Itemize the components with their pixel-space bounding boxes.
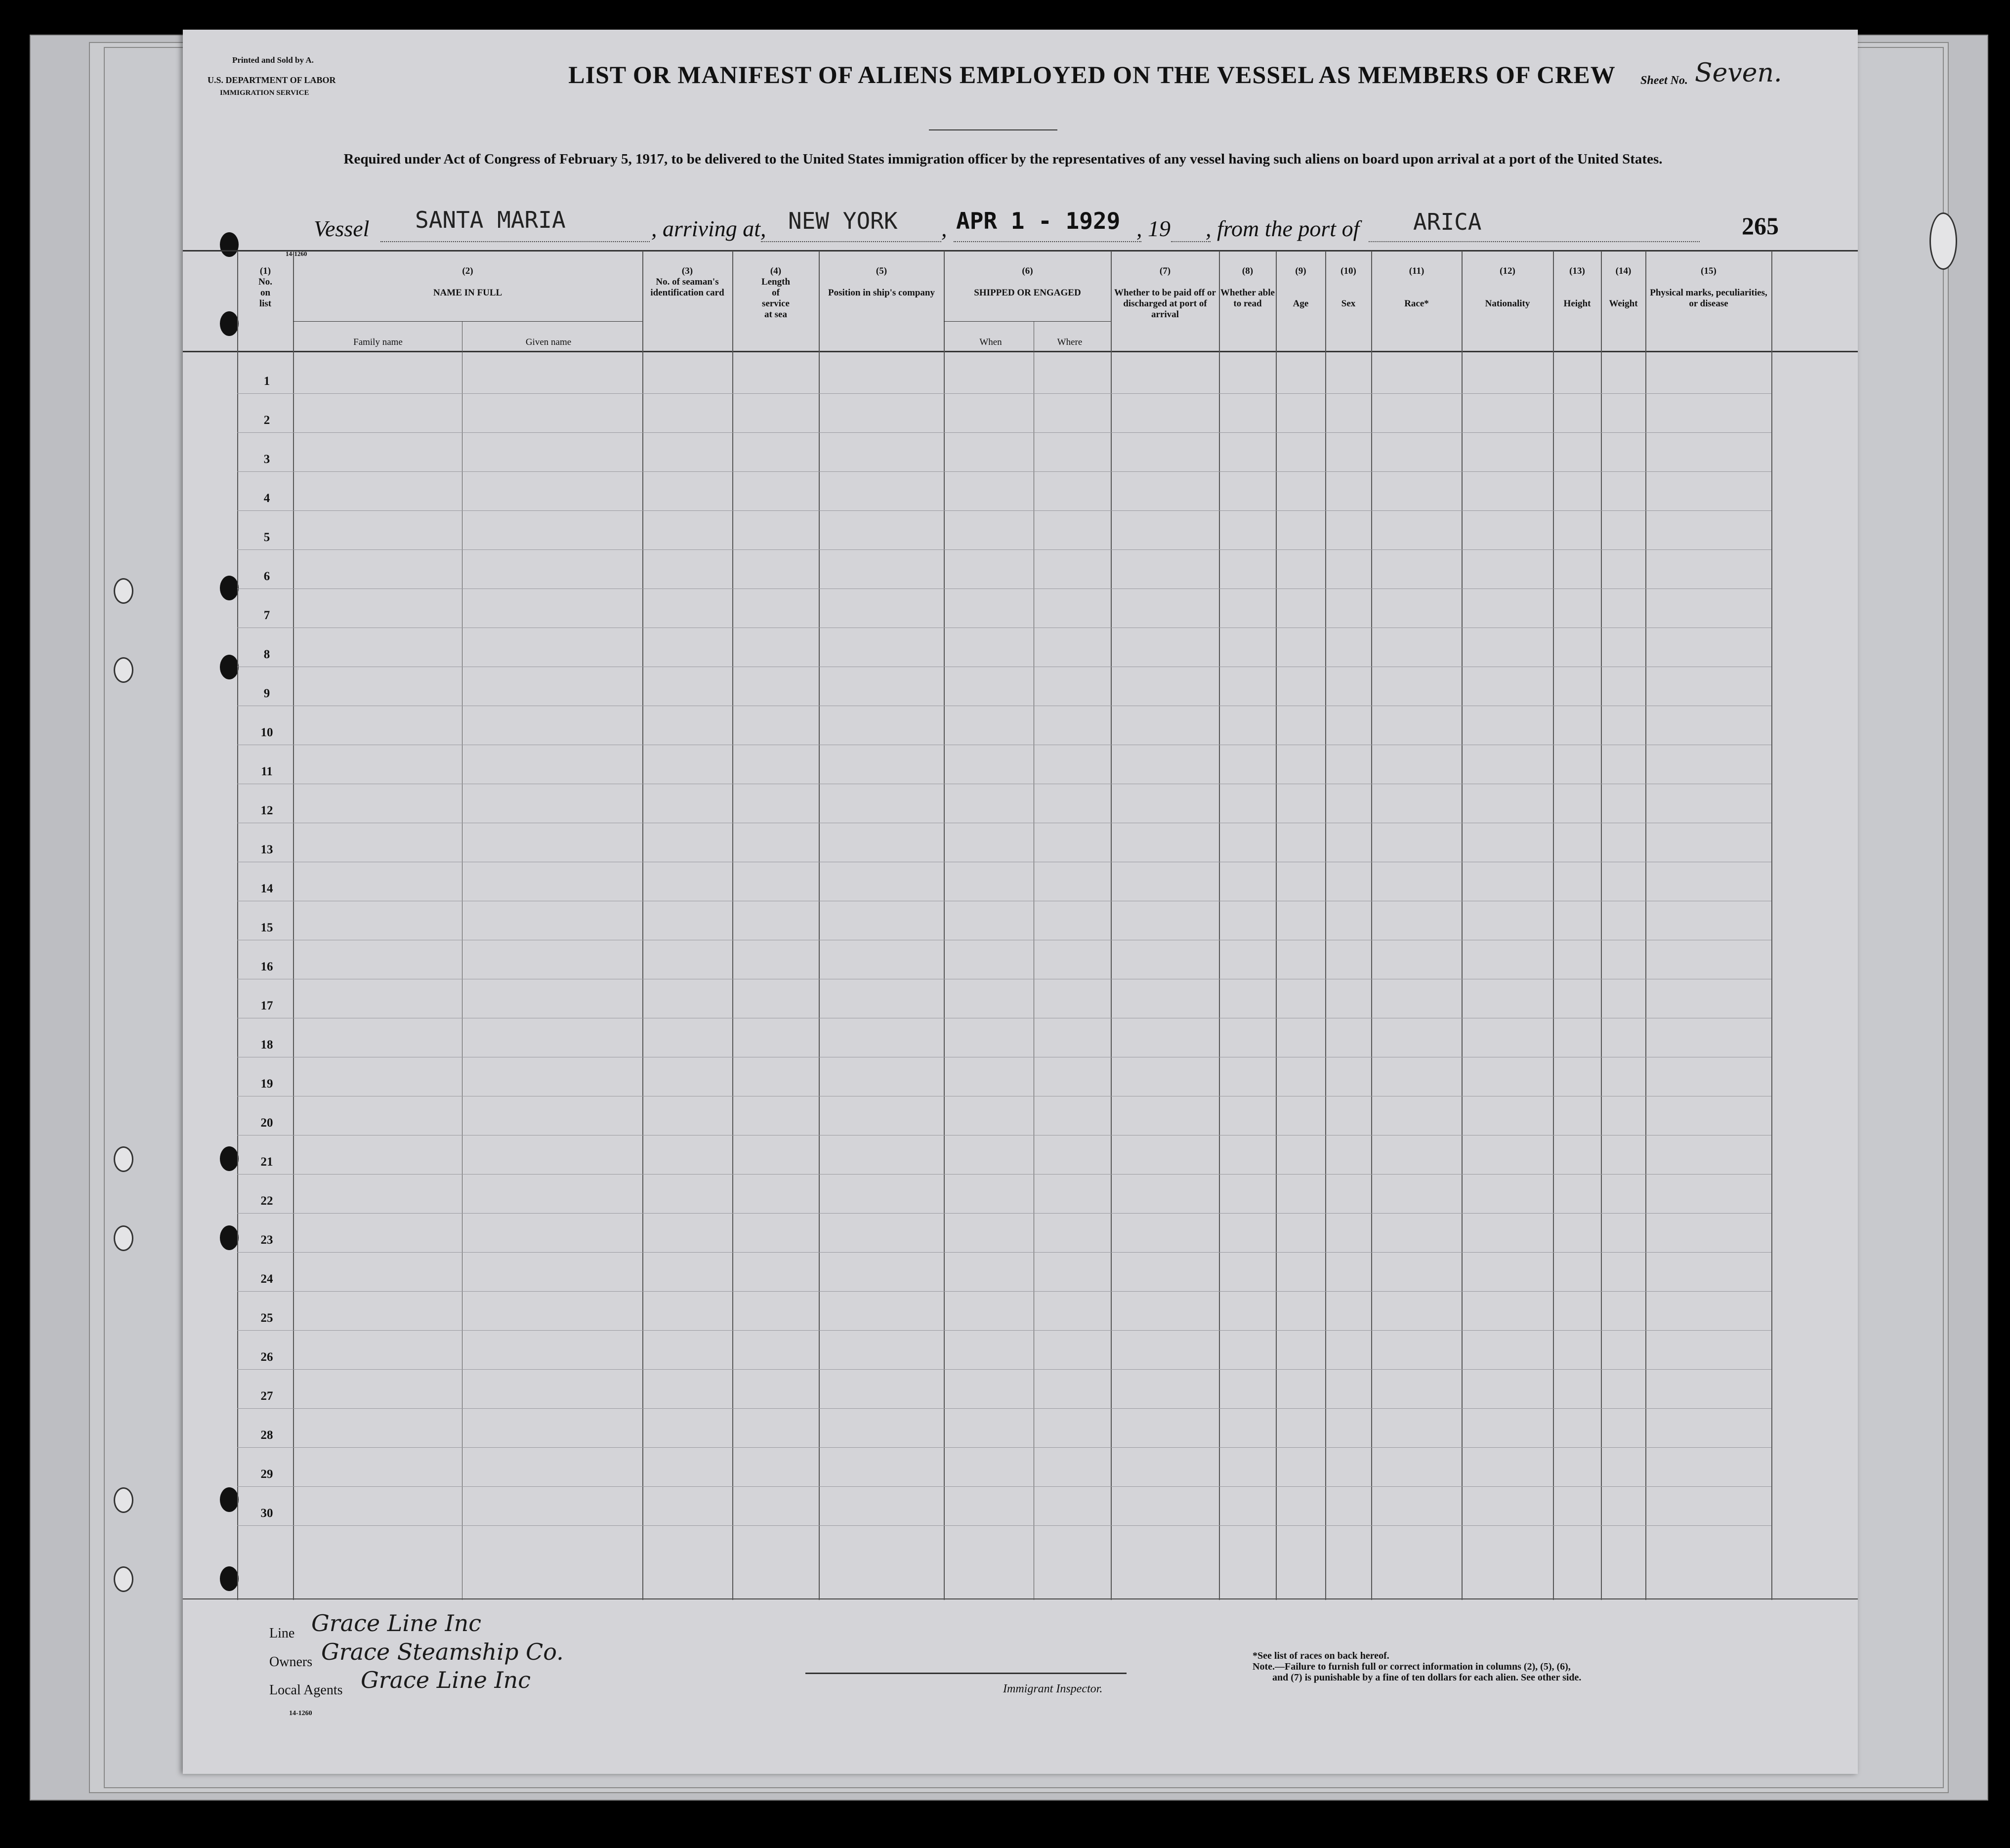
year-underline [1171, 241, 1211, 242]
inspector-signature-line [805, 1673, 1127, 1674]
when-header: When [979, 337, 1002, 347]
punch-hole [114, 1146, 133, 1172]
punch-hole [114, 657, 133, 683]
row-number: 1 [263, 375, 270, 388]
col-line [642, 251, 643, 1600]
row-number: 7 [263, 609, 270, 622]
local-agents-value: Grace Line Inc [361, 1667, 531, 1693]
row-number: 20 [260, 1116, 273, 1130]
form-number-bottom: 14-1260 [289, 1710, 312, 1717]
col-line [1601, 251, 1602, 1600]
row-number: 27 [260, 1389, 273, 1403]
from-port-underline [1369, 241, 1700, 242]
col-line [1111, 251, 1112, 1600]
row-number: 16 [260, 960, 273, 973]
sheet-number-value: Seven. [1695, 58, 1782, 88]
header-bottom-border [183, 351, 1858, 352]
row-number: 29 [260, 1468, 273, 1481]
col14-header: (14) Weight [1609, 266, 1638, 309]
row-number: 14 [260, 882, 273, 895]
arriving-value: NEW YORK [788, 208, 898, 234]
row-number: 12 [260, 804, 273, 817]
owners-value: Grace Steamship Co. [321, 1638, 564, 1665]
row-rule [237, 510, 1771, 511]
col-line [1553, 251, 1554, 1600]
col7-header: (7) Whether to be paid off or discharged at port of arrival [1114, 266, 1216, 320]
col5-header: (5) Position in ship's company [828, 266, 935, 298]
printer-line: Printed and Sold by A. [232, 55, 314, 65]
col12-header: (12) Nationality [1485, 266, 1530, 309]
form-title: LIST OR MANIFEST OF ALIENS EMPLOYED ON THE VESSEL AS MEMBERS OF CREW [568, 61, 1616, 88]
row-number: 2 [263, 414, 270, 427]
row-rule [237, 1369, 1771, 1370]
row-number: 18 [260, 1038, 273, 1051]
from-port-value: ARICA [1413, 209, 1482, 235]
col-line [293, 251, 294, 1600]
shipped-subheader-rule [944, 321, 1111, 322]
vessel-underline [380, 241, 650, 242]
service-label: IMMIGRATION SERVICE [220, 89, 309, 97]
row-rule [237, 432, 1771, 433]
row-number: 13 [260, 843, 273, 856]
col-line [732, 251, 733, 1600]
sheet-number-label: Sheet No. [1640, 74, 1688, 87]
row-rule [237, 1291, 1771, 1292]
row-number: 19 [260, 1077, 273, 1091]
row-number: 17 [260, 999, 273, 1012]
col-line [1219, 251, 1220, 1600]
row-rule [237, 1213, 1771, 1214]
row-number: 21 [260, 1155, 273, 1169]
comma-label: , [941, 216, 947, 241]
inspector-label: Immigrant Inspector. [1003, 1682, 1103, 1695]
col9-header: (9) Age [1293, 266, 1309, 309]
line-value: Grace Line Inc [311, 1610, 482, 1637]
col10-header: (10) Sex [1340, 266, 1356, 309]
row-rule [237, 1252, 1771, 1253]
col-line [1462, 251, 1463, 1600]
col1-header: (1) No. on list [258, 266, 272, 309]
col-line [944, 251, 945, 1600]
vessel-value: SANTA MARIA [415, 207, 566, 233]
punch-hole [114, 1225, 133, 1251]
col3-header: (3) No. of seaman's identification card [650, 266, 724, 298]
year-label: , 19 [1136, 216, 1171, 241]
row-rule [237, 549, 1771, 550]
form-subtitle: Required under Act of Congress of February 5, 1917, to be delivered to the United States immigration officer by the representatives of any vessel having such aliens on board upon arrival at a port of the United States. [343, 151, 1663, 167]
row-rule [237, 1486, 1771, 1487]
col6-header: (6) SHIPPED OR ENGAGED [974, 266, 1081, 298]
row-number: 26 [260, 1350, 273, 1364]
col-line [1645, 251, 1646, 1600]
col-line [237, 251, 238, 1600]
row-number: 15 [260, 921, 273, 934]
punch-hole [220, 1566, 239, 1591]
col4-header: (4) Length of service at sea [761, 266, 791, 320]
family-name-header: Family name [353, 337, 403, 347]
date-stamp: APR 1 - 1929 [956, 208, 1121, 234]
punch-hole [114, 578, 133, 604]
col-line [1771, 251, 1772, 1600]
row-number: 5 [263, 531, 270, 544]
page-number: 265 [1742, 212, 1779, 240]
row-rule [237, 393, 1771, 394]
table-top-border [183, 250, 1858, 252]
penalty-note-2: and (7) is punishable by a fine of ten dollars for each alien. See other side. [1272, 1672, 1582, 1683]
col8-header: (8) Whether able to read [1220, 266, 1275, 309]
row-rule [237, 471, 1771, 472]
form-number-top: 14-1260 [286, 250, 307, 257]
col11-header: (11) Race* [1404, 266, 1429, 309]
col-line [1371, 251, 1372, 1600]
arriving-underline [761, 241, 941, 242]
row-rule [237, 1408, 1771, 1409]
title-rule [929, 129, 1057, 130]
punch-hole [220, 1146, 239, 1171]
department-label: U.S. DEPARTMENT OF LABOR [208, 75, 336, 85]
line-label: Line [269, 1626, 295, 1641]
row-number: 4 [263, 492, 270, 505]
col-line [1276, 251, 1277, 1600]
row-rule [237, 1330, 1771, 1331]
row-rule [237, 1525, 1771, 1526]
col-line [819, 251, 820, 1600]
row-rule [237, 588, 1771, 589]
row-rule [237, 1174, 1771, 1175]
row-rule [237, 1447, 1771, 1448]
col-line [1325, 251, 1326, 1600]
row-number: 24 [260, 1272, 273, 1286]
col2-header: (2) NAME IN FULL [433, 266, 502, 298]
punch-hole [1929, 212, 1957, 270]
row-number: 10 [260, 726, 273, 739]
penalty-note-1: Note.—Failure to furnish full or correct information in columns (2), (5), (6), [1253, 1661, 1571, 1672]
punch-hole [220, 311, 239, 336]
col15-header: (15) Physical marks, peculiarities, or disease [1650, 266, 1767, 309]
punch-hole [220, 1225, 239, 1250]
row-number: 25 [260, 1311, 273, 1325]
punch-hole [220, 1487, 239, 1512]
row-number: 11 [261, 765, 273, 778]
arriving-label: , arriving at, [651, 216, 766, 241]
punch-hole [220, 576, 239, 600]
punch-hole [114, 1566, 133, 1592]
vessel-label: Vessel [314, 216, 370, 241]
row-number: 30 [260, 1507, 273, 1520]
races-note: *See list of races on back hereof. [1253, 1650, 1389, 1661]
row-number: 8 [263, 648, 270, 661]
row-number: 9 [263, 687, 270, 700]
given-name-header: Given name [525, 337, 572, 347]
punch-hole [114, 1487, 133, 1513]
name-subheader-rule [293, 321, 642, 322]
row-number: 28 [260, 1428, 273, 1442]
row-number: 22 [260, 1194, 273, 1208]
row-number: 23 [260, 1233, 273, 1247]
punch-hole [220, 655, 239, 679]
punch-hole [220, 232, 239, 257]
where-header: Where [1057, 337, 1083, 347]
row-number: 3 [263, 453, 270, 466]
col13-header: (13) Height [1563, 266, 1591, 309]
owners-label: Owners [269, 1654, 313, 1670]
row-number: 6 [263, 570, 270, 583]
date-underline [954, 241, 1141, 242]
local-agents-label: Local Agents [269, 1682, 343, 1698]
from-port-label: , from the port of [1206, 216, 1360, 241]
table-bottom-border [183, 1598, 1858, 1599]
